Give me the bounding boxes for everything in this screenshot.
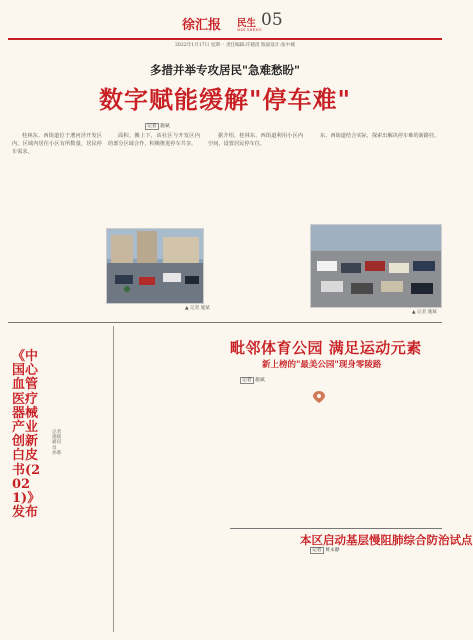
sidebar-title: 《中国心血管医疗器械产业创新白皮书(2021)》发布 — [12, 349, 41, 521]
lead-col-2: 面积、搬上下，该社区与开发区内的部分区域合作，积极推进停车共享。 — [108, 133, 200, 148]
lead-col-3: 据介绍，桂林东、西街道利用小区内空间，设置居民停车位。 — [208, 133, 303, 148]
section-name-en: MIN SHENG — [237, 28, 262, 32]
lead-col-4: 东、西街道结合实际，探索出解决停车难的新路径。 — [320, 133, 440, 139]
lead-kicker: 多措并举专攻居民"急难愁盼" — [150, 63, 300, 77]
lead-photo-2 — [310, 224, 442, 308]
lead-title: 数字赋能缓解"停车难" — [98, 85, 351, 114]
photo-caption-1: ▲ 记者 施斌 — [185, 306, 210, 311]
section-name: 民生 — [237, 18, 257, 29]
newspaper-logo: 徐汇报 — [182, 18, 222, 33]
lead-headline — [60, 62, 390, 118]
lead-byline — [145, 122, 170, 129]
lead-photo-1 — [106, 228, 204, 304]
section-divider — [8, 322, 442, 323]
park-byline — [240, 376, 265, 383]
pilot-divider — [230, 528, 442, 529]
map-pin-icon — [312, 388, 326, 407]
column-divider — [113, 326, 114, 632]
park-title: 毗邻体育公园 满足运动元素 — [230, 339, 422, 357]
byline-tag: 记者 — [147, 124, 157, 129]
masthead — [6, 6, 444, 36]
dateline: 2022年1月17日 星期一 责任编辑:许晓清 版面设计:张中城 — [175, 43, 295, 48]
page-number: 05 — [261, 10, 283, 30]
byline-name: 施斌 — [160, 124, 170, 129]
masthead-rule — [8, 38, 442, 40]
pilot-title: 本区启动基层慢阻肺综合防治试点 — [300, 533, 473, 547]
photo-caption-2: ▲ 记者 施斌 — [412, 310, 437, 315]
park-subtitle: 新上榜的"最美公园"现身零陵路 — [262, 360, 382, 370]
byline-tag: 记者 — [312, 548, 322, 553]
photo-street-scene — [107, 229, 203, 303]
sidebar-byline: 记者 施斌 通讯员 孙蓉 — [52, 430, 62, 456]
lead-col-1: 桂林东、西街道位于漕河泾开发区内，区域内居住小区有所数量，居民停车需求。 — [12, 133, 102, 156]
pilot-byline — [310, 546, 340, 553]
photo-parking-lot — [311, 225, 441, 307]
byline-tag: 记者 — [242, 378, 252, 383]
byline-name: 黄永静 — [325, 548, 340, 553]
byline-name: 施斌 — [255, 378, 265, 383]
